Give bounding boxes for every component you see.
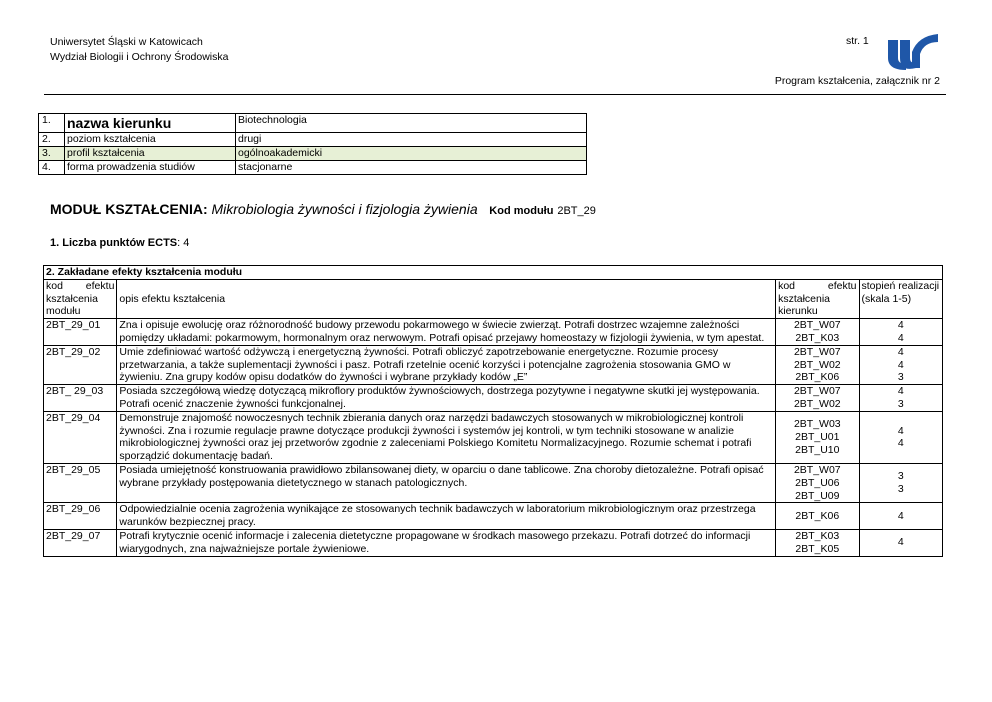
faculty-name: Wydział Biologii i Ochrony Środowiska (50, 51, 229, 63)
module-name: Mikrobiologia żywności i fizjologia żywienia (211, 201, 478, 217)
program-info-table (38, 113, 587, 175)
page-number: str. 1 (846, 35, 869, 47)
outcomes-body (44, 319, 943, 556)
outcome-code: 2BT_29_02 (44, 345, 117, 384)
realization-level: 4 (897, 358, 904, 371)
table-title: 2. Zakładane efekty kształcenia modułu (44, 266, 943, 280)
direction-code: 2BT_K06 (795, 371, 840, 384)
info-row (39, 114, 587, 133)
direction-code: 2BT_W07 (793, 345, 841, 358)
module-code-label: Kod modułu (489, 205, 554, 217)
header-university-block (50, 35, 228, 65)
outcome-code: 2BT_29_04 (44, 411, 117, 463)
ects-points (50, 237, 189, 249)
direction-code: 2BT_W07 (793, 319, 841, 332)
direction-code: 2BT_U06 (795, 476, 840, 489)
info-key: profil kształcenia (65, 147, 236, 161)
realization-levels (859, 345, 942, 384)
realization-levels (859, 319, 942, 346)
outcome-description: Odpowiedzialnie ocenia zagrożenia wynikające ze stosowanych technik badawczych w laboratorium mikrobiologicznym oraz przestrzega warunków bezpiecznej pracy. (117, 503, 776, 530)
outcome-description: Posiada szczegółową wiedzę dotyczącą mikroflory produktów żywnościowych, dostrzega pozytywne i negatywne skutki jej występowania. Potrafi ocenić znaczenie żywności funkcjonalnej. (117, 385, 776, 412)
university-logo-icon (882, 32, 940, 72)
realization-level: 4 (897, 424, 904, 437)
outcome-description: Posiada umiejętność konstruowania prawidłowo zbilansowanej diety, w oparciu o dane tablicowe. Zna choroby dietozależne. Potrafi opisać wybrane przykłady postępowania dietetycznego w stanach patologicznych. (117, 463, 776, 502)
direction-code: 2BT_W07 (793, 463, 841, 476)
info-num: 2. (39, 133, 65, 147)
direction-code: 2BT_W02 (793, 397, 841, 410)
direction-code: 2BT_K03 (795, 529, 840, 542)
direction-codes (776, 529, 859, 556)
realization-levels (859, 411, 942, 463)
table-row (44, 345, 943, 384)
direction-codes (776, 385, 859, 412)
module-title (50, 201, 596, 217)
direction-code: 2BT_W03 (793, 418, 841, 431)
direction-code: 2BT_K06 (795, 509, 840, 522)
learning-outcomes-table (43, 265, 943, 557)
ects-label: 1. Liczba punktów ECTS (50, 237, 178, 249)
outcome-code: 2BT_29_05 (44, 463, 117, 502)
outcome-description: Demonstruje znajomość nowoczesnych technik zbierania danych oraz narzędzi badawczych stosowanych w mikrobiologicznej kontroli żywności. Zna i rozumie regulacje prawne dotyczące produkcji żywności i systemów jej kontroli, w tym techniki stosowane w analizie mikrobiologicznej żywności oraz jej przetworów zgodnie z zaleceniami Polskiego Komitetu Normalizacyjnego. Rozumie schemat i potrafi sporządzić dokumentację badań. (117, 411, 776, 463)
header-code: kod efektu kształcenia modułu (44, 279, 117, 318)
outcome-code: 2BT_29_01 (44, 319, 117, 346)
direction-code: 2BT_U10 (795, 443, 840, 456)
realization-level: 4 (897, 437, 904, 450)
info-value: drugi (236, 133, 587, 147)
info-num: 3. (39, 147, 65, 161)
module-label: MODUŁ KSZTAŁCENIA: (50, 201, 208, 217)
module-code: 2BT_29 (557, 205, 596, 217)
info-value: ogólnoakademicki (236, 147, 587, 161)
table-row (44, 385, 943, 412)
direction-codes (776, 463, 859, 502)
header-dir: kod efektu kształcenia kierunku (776, 279, 859, 318)
realization-levels (859, 385, 942, 412)
direction-code: 2BT_W02 (793, 358, 841, 371)
realization-level: 3 (897, 397, 904, 410)
info-num: 4. (39, 161, 65, 175)
realization-levels (859, 463, 942, 502)
info-row (39, 133, 587, 147)
realization-levels (859, 503, 942, 530)
realization-level: 4 (897, 509, 904, 522)
header-level: stopień realizacji (skala 1-5) (859, 279, 942, 318)
realization-level: 3 (897, 371, 904, 384)
outcome-description: Umie zdefiniować wartość odżywczą i energetyczną żywności. Potrafi obliczyć zapotrzebowanie energetyczne. Rozumie procesy przetwarzania, a także suplementacji żywności i pasz. Potrafi rzetelnie ocenić korzyści i potencjalne zagrożenia stosowania GMO w żywieniu. Zna grupy kodów opisu dodatków do żywności i wybrane przykłady kodów „E” (117, 345, 776, 384)
info-key: poziom kształcenia (65, 133, 236, 147)
info-value: Biotechnologia (236, 114, 587, 133)
info-row (39, 147, 587, 161)
direction-code: 2BT_U01 (795, 430, 840, 443)
realization-level: 4 (897, 385, 904, 398)
realization-level: 3 (897, 470, 904, 483)
outcome-code: 2BT_29_06 (44, 503, 117, 530)
info-key: forma prowadzenia studiów (65, 161, 236, 175)
realization-level: 4 (897, 331, 904, 344)
direction-codes (776, 503, 859, 530)
table-row (44, 411, 943, 463)
info-value: stacjonarne (236, 161, 587, 175)
info-num: 1. (39, 114, 65, 133)
university-name: Uniwersytet Śląski w Katowicach (50, 36, 203, 48)
table-row (44, 503, 943, 530)
table-row (44, 319, 943, 346)
ects-value: : 4 (177, 237, 190, 249)
direction-codes (776, 411, 859, 463)
table-header-row (44, 279, 943, 318)
info-key: nazwa kierunku (65, 114, 236, 133)
realization-level: 3 (897, 483, 904, 496)
direction-code: 2BT_K03 (795, 331, 840, 344)
direction-code: 2BT_K05 (795, 542, 840, 555)
table-row (44, 463, 943, 502)
outcome-description: Potrafi krytycznie ocenić informacje i zalecenia dietetyczne propagowane w środkach masowego przekazu. Potrafi dotrzeć do informacji wiarygodnych, zna najważniejsze portale żywieniowe. (117, 529, 776, 556)
table-title-row (44, 266, 943, 280)
realization-level: 4 (897, 536, 904, 549)
direction-codes (776, 319, 859, 346)
outcome-code: 2BT_29_07 (44, 529, 117, 556)
outcome-description: Zna i opisuje ewolucję oraz różnorodność budowy przewodu pokarmowego w świecie zwierząt. Potrafi dostrzec wzajemne zależności pomiędzy układami: pokarmowym, hormonalnym oraz nerwowym. Potrafi opisać przejawy homeostazy w fizjologii żywienia, w tym apestat. (117, 319, 776, 346)
header-divider (44, 94, 946, 95)
header-desc: opis efektu kształcenia (117, 279, 776, 318)
program-annex-label: Program kształcenia, załącznik nr 2 (774, 75, 940, 87)
realization-levels (859, 529, 942, 556)
realization-level: 4 (897, 319, 904, 332)
info-row (39, 161, 587, 175)
direction-codes (776, 345, 859, 384)
outcome-code: 2BT_ 29_03 (44, 385, 117, 412)
realization-level: 4 (897, 345, 904, 358)
direction-code: 2BT_W07 (793, 385, 841, 398)
direction-code: 2BT_U09 (795, 489, 840, 502)
table-row (44, 529, 943, 556)
